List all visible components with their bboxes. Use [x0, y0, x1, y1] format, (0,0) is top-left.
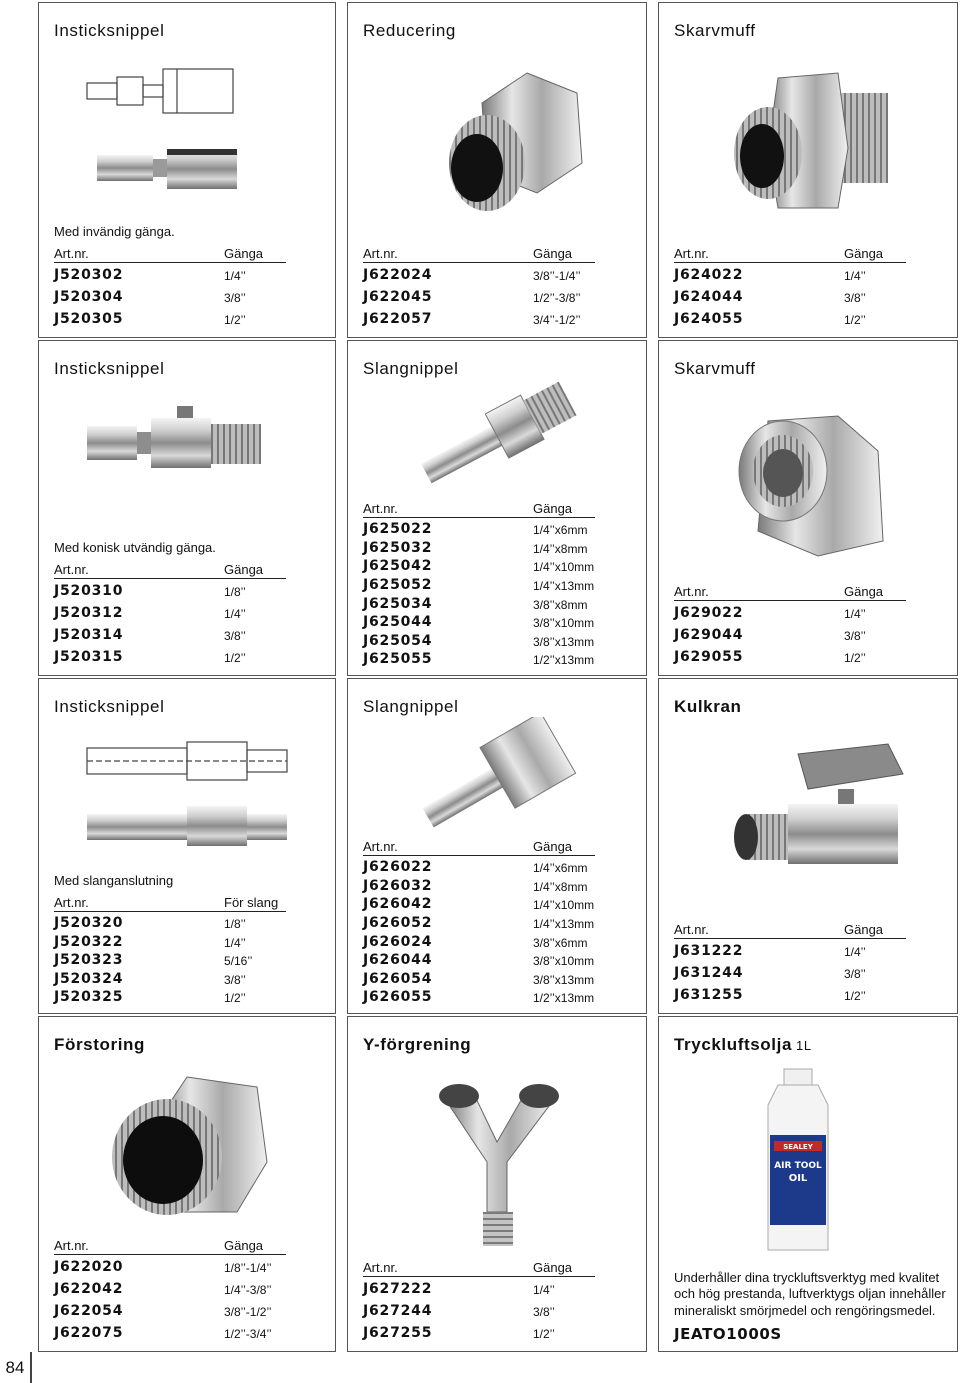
table-row [54, 988, 314, 1007]
thread-size: 1/4’’x6mm [533, 523, 588, 538]
product-title [674, 1035, 812, 1055]
header-art-nr: Art.nr. [363, 1260, 398, 1275]
thread-size: 3/8’’ [224, 291, 246, 305]
thread-size: 1/2’’x13mm [533, 991, 595, 1006]
product-name: Tryckluftsolja [674, 1035, 792, 1054]
article-number: J629044 [674, 627, 744, 643]
table-header [674, 245, 906, 263]
product-title: Insticksnippel [54, 697, 165, 716]
article-block [363, 838, 623, 1007]
table-row [54, 309, 314, 331]
table-row [363, 1279, 623, 1301]
product-slangnippel-male [347, 340, 647, 676]
ball-valve-image [659, 734, 957, 884]
product-skarvmuff-male [658, 2, 958, 338]
thread-size: 1/2’’-3/4’’ [224, 1327, 272, 1341]
oil-bottle-image [659, 1065, 957, 1255]
table-row [674, 287, 934, 309]
article-block [54, 540, 314, 669]
table-row [363, 858, 623, 877]
article-number: J626054 [363, 970, 433, 987]
article-number: J626024 [363, 933, 433, 950]
header-art-nr: Art.nr. [674, 584, 709, 599]
thread-size: 1/4’’x13mm [533, 917, 595, 932]
coupling-plug-image [39, 396, 335, 506]
table-row [363, 914, 623, 933]
product-volume: 1L [796, 1038, 812, 1053]
male-coupling-image [659, 58, 957, 228]
hose-nipple-image [348, 381, 646, 491]
table-header [54, 561, 286, 579]
header-art-nr: Art.nr. [54, 895, 89, 911]
product-forstoring [38, 1016, 336, 1352]
article-number: J627244 [363, 1303, 433, 1319]
bottle-brand: SEALEY [783, 1143, 813, 1151]
thread-size: 1/4’’x8mm [533, 541, 588, 556]
product-title: Insticksnippel [54, 21, 165, 40]
thread-size: 3/8’’x10mm [533, 954, 595, 969]
table-row [674, 941, 934, 963]
description-block [674, 1270, 954, 1344]
table-row [363, 576, 623, 595]
table-row [54, 1279, 314, 1301]
table-row [363, 613, 623, 632]
table-row [363, 595, 623, 614]
article-number: J629022 [674, 605, 744, 621]
thread-size: 1/4’’x8mm [533, 879, 588, 894]
thread-size: 3/8’’-1/2’’ [224, 1305, 272, 1319]
thread-size: 3/8’’x10mm [533, 616, 595, 631]
product-note: Med konisk utvändig gänga. [54, 540, 216, 555]
product-tryckluftsolja [658, 1016, 958, 1352]
table-header [674, 583, 906, 601]
hose-nipple-female-image [348, 717, 646, 837]
table-row [54, 647, 314, 669]
hose-size: 1/8’’ [224, 917, 246, 932]
article-number: J626042 [363, 896, 433, 913]
article-number: J520324 [54, 970, 124, 987]
article-number: J520302 [54, 267, 124, 283]
article-number: J520312 [54, 605, 124, 621]
article-number: J622045 [363, 289, 433, 305]
hose-size: 5/16’’ [224, 954, 253, 969]
table-row [363, 539, 623, 558]
table-row [363, 988, 623, 1007]
article-number: J625054 [363, 632, 433, 649]
article-number: J625034 [363, 595, 433, 612]
header-art-nr: Art.nr. [54, 562, 89, 577]
article-number: J520304 [54, 289, 124, 305]
table-row [363, 933, 623, 952]
article-number: J631244 [674, 965, 744, 981]
thread-size: 1/2’’ [224, 651, 246, 665]
header-thread: Gänga [224, 1238, 264, 1253]
thread-size: 3/8’’-1/4’’ [533, 269, 581, 283]
header-art-nr: Art.nr. [674, 246, 709, 261]
article-number: J625042 [363, 558, 433, 575]
header-thread: Gänga [533, 839, 573, 855]
header-art-nr: Art.nr. [54, 1238, 89, 1253]
table-row [54, 581, 314, 603]
header-thread: Gänga [844, 246, 884, 261]
thread-size: 1/2’’ [844, 313, 866, 327]
table-header [363, 500, 595, 518]
product-title: Slangnippel [363, 359, 459, 378]
table-row [363, 1323, 623, 1345]
thread-size: 1/4’’x10mm [533, 560, 595, 575]
article-number: J626044 [363, 952, 433, 969]
thread-size: 1/4’’x10mm [533, 898, 595, 913]
header-thread: Gänga [533, 246, 573, 261]
table-row [54, 914, 314, 933]
article-block [54, 873, 314, 1007]
article-number: J520310 [54, 583, 124, 599]
article-block [674, 583, 934, 669]
article-number: J631222 [674, 943, 744, 959]
article-number: J520305 [54, 311, 124, 327]
article-number: J625022 [363, 521, 433, 538]
thread-size: 1/4’’-3/8’’ [224, 1283, 272, 1297]
article-number: J624022 [674, 267, 744, 283]
table-row [674, 265, 934, 287]
table-header [363, 245, 595, 263]
product-title: Förstoring [54, 1035, 145, 1054]
header-hose: För slang [224, 895, 279, 911]
article-number: J627255 [363, 1325, 433, 1341]
product-insticksnippel-hose [38, 678, 336, 1014]
table-header [363, 838, 595, 856]
table-row [363, 895, 623, 914]
thread-size: 3/8’’x13mm [533, 634, 595, 649]
table-row [54, 603, 314, 625]
thread-size: 1/2’’ [844, 651, 866, 665]
female-coupling-image [659, 391, 957, 571]
coupling-plug-drawing [39, 63, 335, 223]
product-title: Reducering [363, 21, 456, 40]
article-number: J622024 [363, 267, 433, 283]
article-number: J520314 [54, 627, 124, 643]
thread-size: 1/4’’x13mm [533, 579, 595, 594]
article-block [674, 921, 934, 1007]
article-block [674, 245, 934, 331]
page-divider [30, 1352, 32, 1383]
table-row [363, 877, 623, 896]
header-thread: Gänga [844, 922, 884, 937]
article-number: J622057 [363, 311, 433, 327]
table-row [54, 1323, 314, 1345]
product-title: Slangnippel [363, 697, 459, 716]
article-block [363, 245, 623, 331]
article-number: J624055 [674, 311, 744, 327]
article-number: J520323 [54, 952, 124, 969]
hose-plug-drawing [39, 734, 335, 854]
article-block [363, 1259, 623, 1345]
article-number: J625052 [363, 577, 433, 594]
article-number: J622054 [54, 1303, 124, 1319]
table-row [54, 625, 314, 647]
thread-size: 1/2’’-3/8’’ [533, 291, 581, 305]
header-art-nr: Art.nr. [363, 246, 398, 261]
product-title: Skarvmuff [674, 359, 756, 378]
table-row [54, 970, 314, 989]
article-number: J622020 [54, 1259, 124, 1275]
thread-size: 1/4’’ [844, 269, 866, 283]
header-thread: Gänga [533, 501, 573, 517]
thread-size: 1/4’’ [224, 269, 246, 283]
thread-size: 1/8’’-1/4’’ [224, 1261, 272, 1275]
table-row [363, 287, 623, 309]
thread-size: 3/8’’ [533, 1305, 555, 1319]
article-block [54, 1237, 314, 1345]
thread-size: 1/4’’x6mm [533, 861, 588, 876]
article-block [54, 224, 314, 331]
product-note: Med invändig gänga. [54, 224, 175, 239]
table-header [54, 894, 286, 912]
product-slangnippel-female [347, 678, 647, 1014]
table-row [363, 557, 623, 576]
thread-size: 1/4’’ [844, 945, 866, 959]
table-row [363, 632, 623, 651]
header-art-nr: Art.nr. [674, 922, 709, 937]
table-row [54, 287, 314, 309]
table-header [363, 1259, 595, 1277]
table-row [54, 265, 314, 287]
product-sku: JEATO1000S [674, 1325, 782, 1343]
thread-size: 1/8’’ [224, 585, 246, 599]
hose-size: 1/4’’ [224, 935, 246, 950]
thread-size: 3/8’’ [844, 629, 866, 643]
table-row [363, 650, 623, 669]
thread-size: 1/4’’ [224, 607, 246, 621]
thread-size: 3/8’’x6mm [533, 935, 588, 950]
thread-size: 3/8’’x13mm [533, 972, 595, 987]
table-row [674, 647, 934, 669]
bottle-label-line2: OIL [788, 1173, 808, 1184]
thread-size: 1/2’’x13mm [533, 653, 595, 668]
article-number: J625055 [363, 651, 433, 668]
thread-size: 1/2’’ [224, 313, 246, 327]
article-number: J520325 [54, 989, 124, 1006]
reducer-image [348, 53, 646, 233]
thread-size: 3/8’’ [224, 629, 246, 643]
table-row [54, 1301, 314, 1323]
page-number: 84 [5, 1358, 25, 1377]
product-insticksnippel-inner-thread [38, 2, 336, 338]
product-reducering [347, 2, 647, 338]
product-kulkran [658, 678, 958, 1014]
product-insticksnippel-conical-thread [38, 340, 336, 676]
article-number: J624044 [674, 289, 744, 305]
article-number: J626022 [363, 859, 433, 876]
article-number: J625044 [363, 614, 433, 631]
product-title: Skarvmuff [674, 21, 756, 40]
header-thread: Gänga [844, 584, 884, 599]
article-number: J520322 [54, 933, 124, 950]
header-art-nr: Art.nr. [363, 501, 398, 517]
enlarger-image [39, 1062, 335, 1232]
product-title: Insticksnippel [54, 359, 165, 378]
table-header [674, 921, 906, 939]
thread-size: 3/8’’ [844, 291, 866, 305]
article-number: J626032 [363, 877, 433, 894]
header-thread: Gänga [224, 246, 264, 261]
thread-size: 1/2’’ [844, 989, 866, 1003]
header-art-nr: Art.nr. [363, 839, 398, 855]
table-row [363, 1301, 623, 1323]
table-row [54, 951, 314, 970]
product-description: Underhåller dina tryckluftsverktyg med kvalitet och hög prestanda, luftverktygs oljan innehåller mineraliskt smörjmedel och rengöringsmedel. [674, 1269, 946, 1318]
thread-size: 1/4’’ [533, 1283, 555, 1297]
article-block [363, 500, 623, 669]
hose-size: 3/8’’ [224, 972, 246, 987]
thread-size: 1/2’’ [533, 1327, 555, 1341]
article-number: J626055 [363, 989, 433, 1006]
table-row [54, 933, 314, 952]
thread-size: 1/4’’ [844, 607, 866, 621]
product-y-forgrening [347, 1016, 647, 1352]
table-row [363, 309, 623, 331]
table-row [363, 970, 623, 989]
article-number: J626052 [363, 915, 433, 932]
table-row [674, 603, 934, 625]
product-skarvmuff-female [658, 340, 958, 676]
table-row [674, 985, 934, 1007]
article-number: J622042 [54, 1281, 124, 1297]
y-branch-image [348, 1062, 646, 1252]
thread-size: 3/8’’x8mm [533, 597, 588, 612]
article-number: J520320 [54, 915, 124, 932]
table-row [674, 963, 934, 985]
thread-size: 3/8’’ [844, 967, 866, 981]
table-row [54, 1257, 314, 1279]
article-number: J627222 [363, 1281, 433, 1297]
table-row [363, 951, 623, 970]
product-title: Kulkran [674, 697, 742, 716]
table-row [363, 265, 623, 287]
table-row [674, 625, 934, 647]
table-header [54, 245, 286, 263]
article-number: J520315 [54, 649, 124, 665]
product-title: Y-förgrening [363, 1035, 472, 1054]
header-art-nr: Art.nr. [54, 246, 89, 261]
table-header [54, 1237, 286, 1255]
product-note: Med slanganslutning [54, 873, 174, 889]
article-number: J625032 [363, 539, 433, 556]
article-number: J629055 [674, 649, 744, 665]
header-thread: Gänga [533, 1260, 573, 1275]
table-row [674, 309, 934, 331]
thread-size: 3/4’’-1/2’’ [533, 313, 581, 327]
article-number: J622075 [54, 1325, 124, 1341]
header-thread: Gänga [224, 562, 264, 577]
article-number: J631255 [674, 987, 744, 1003]
table-row [363, 520, 623, 539]
bottle-label-line1: AIR TOOL [774, 1161, 822, 1171]
hose-size: 1/2’’ [224, 991, 246, 1006]
